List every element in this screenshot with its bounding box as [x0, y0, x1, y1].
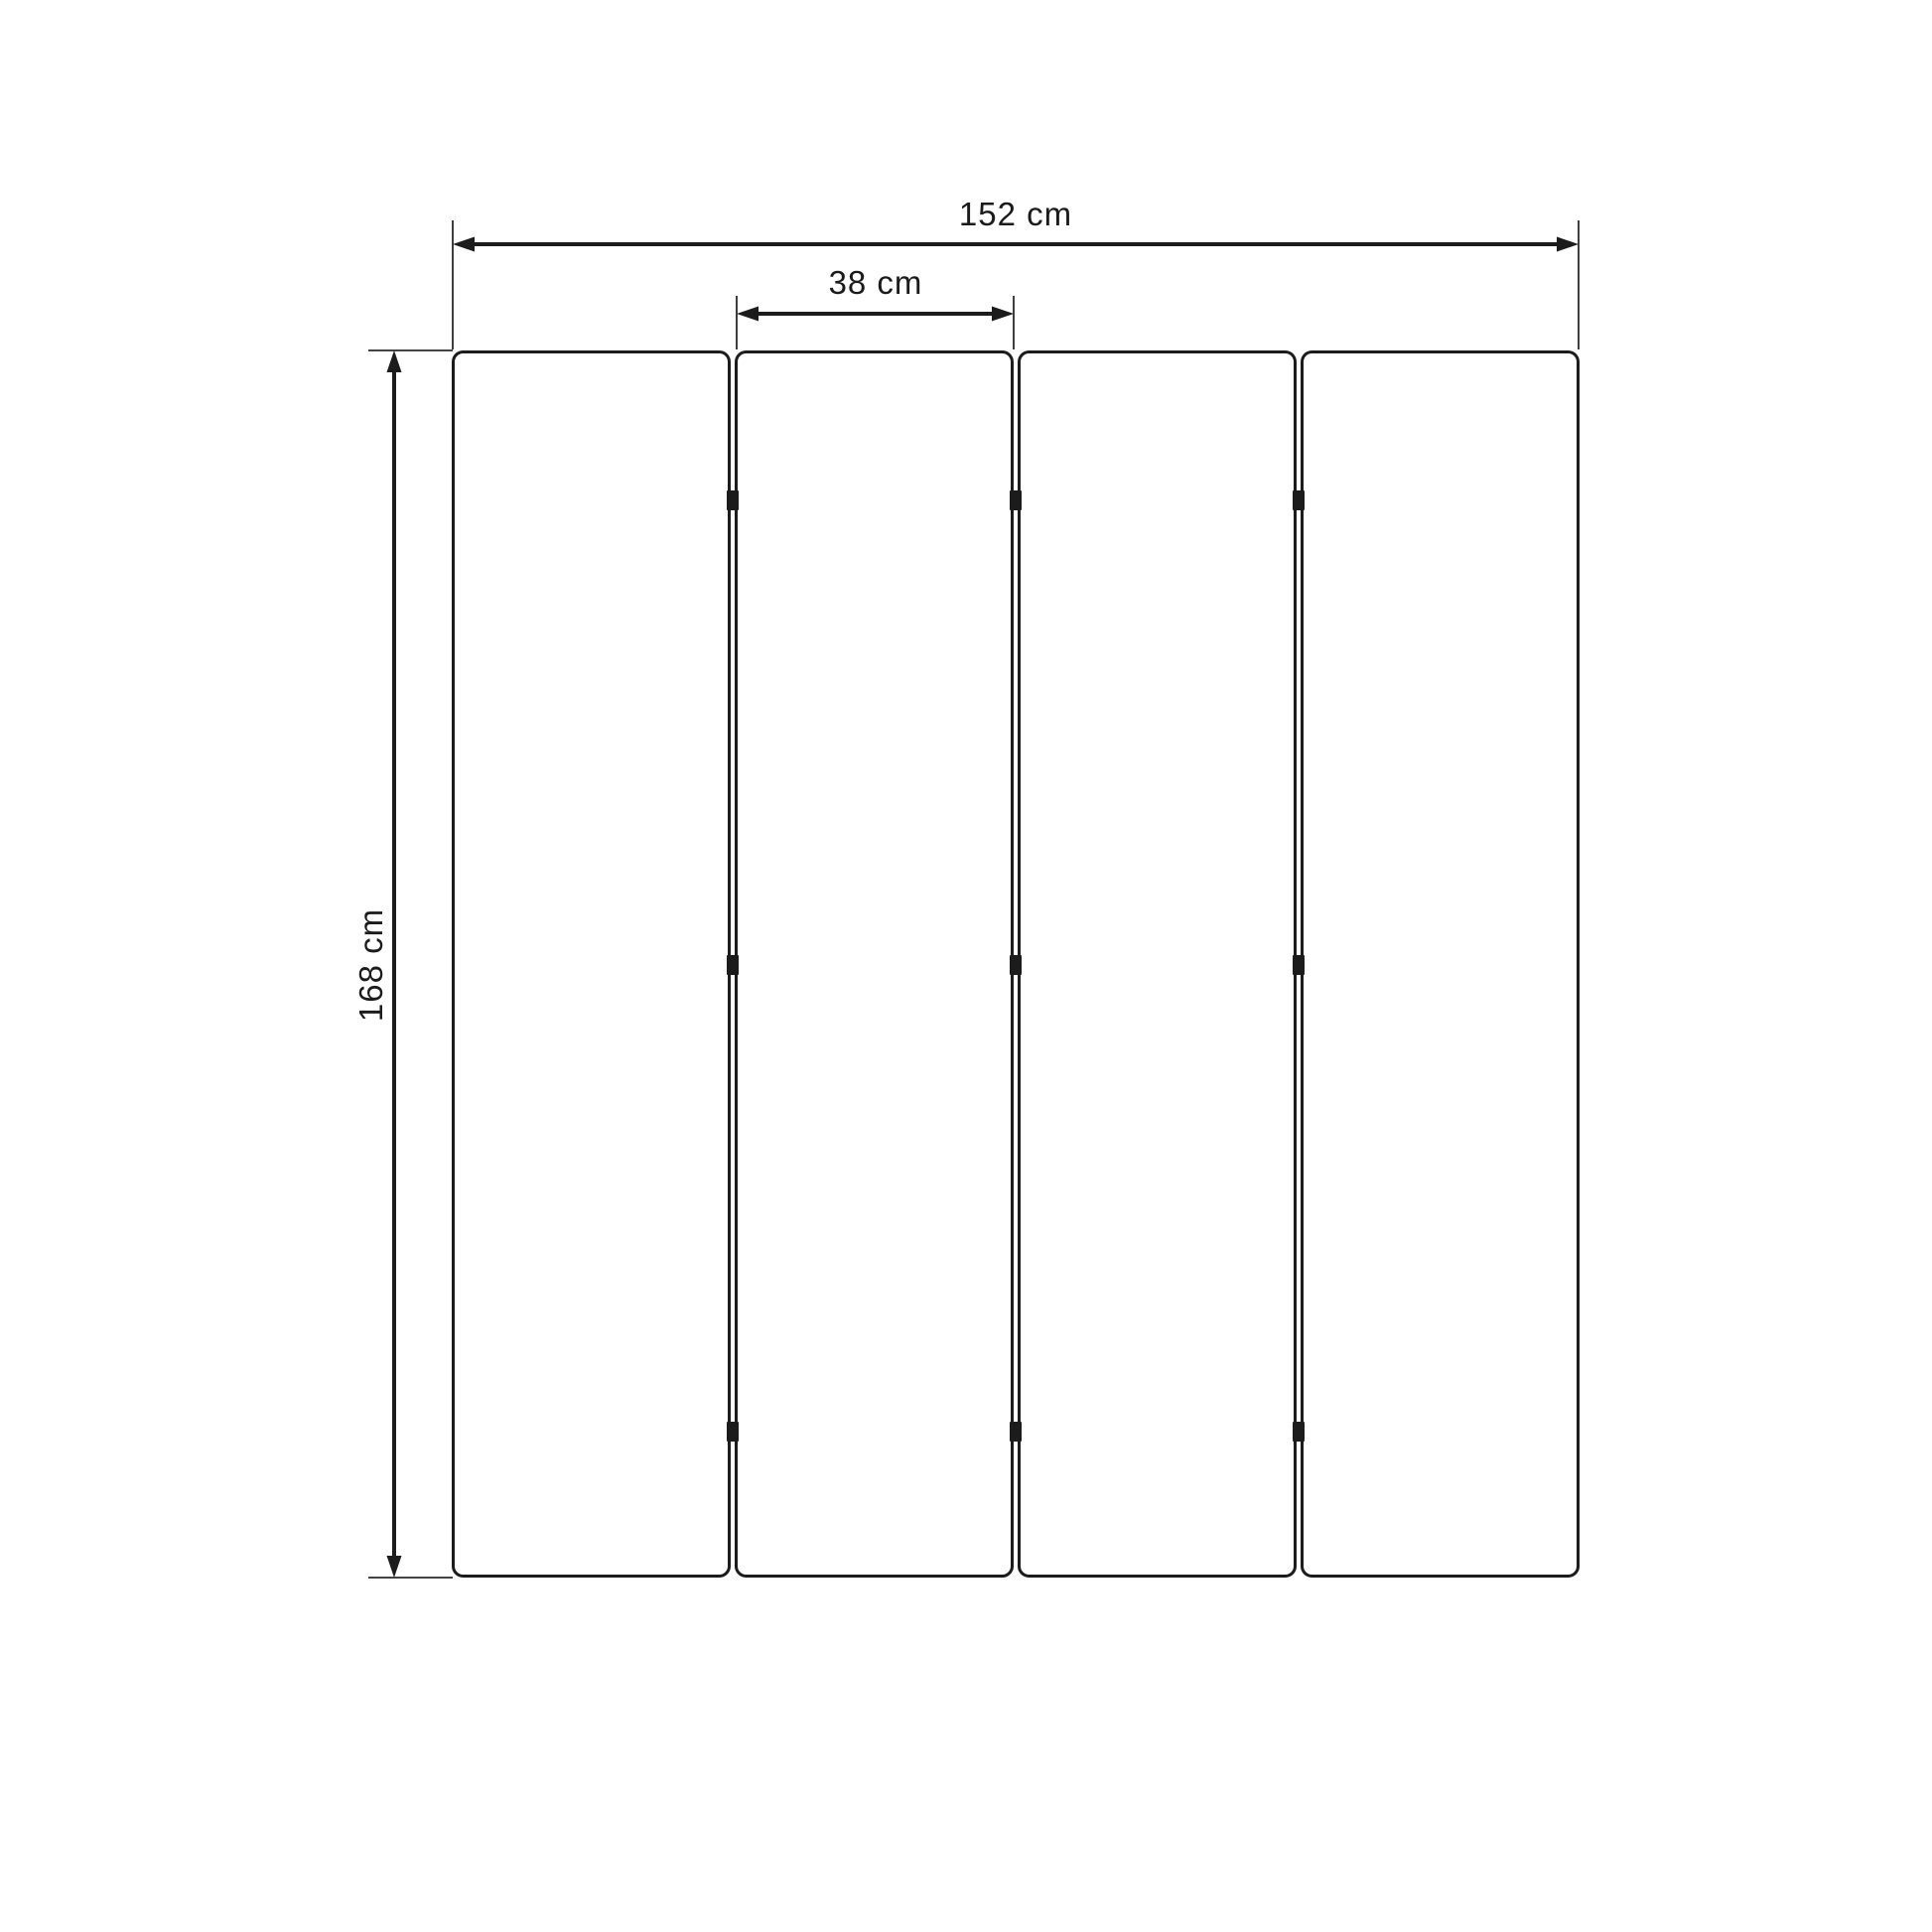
- hinge-gap2-top: [1010, 490, 1022, 510]
- hinge-gap2-middle: [1010, 955, 1022, 975]
- arrow-right-icon: [1557, 237, 1579, 252]
- panel-1: [454, 352, 730, 1577]
- arrow-panel-right-icon: [992, 307, 1014, 322]
- panel-4: [1303, 352, 1579, 1577]
- dimension-height: [352, 350, 453, 1578]
- arrow-panel-left-icon: [737, 307, 759, 322]
- arrow-down-icon: [387, 1556, 402, 1578]
- panel-2: [737, 352, 1013, 1577]
- hinge-gap1-top: [727, 490, 739, 510]
- panel-width-label: 38 cm: [828, 264, 923, 301]
- arrow-left-icon: [453, 237, 475, 252]
- total-width-label: 152 cm: [958, 196, 1073, 232]
- dimension-panel-width: [737, 264, 1014, 349]
- panel-3: [1020, 352, 1296, 1577]
- height-label: 168 cm: [352, 907, 389, 1023]
- hinge-gap3-bottom: [1293, 1422, 1305, 1442]
- hinge-gap1-bottom: [727, 1422, 739, 1442]
- hinge-gap3-top: [1293, 490, 1305, 510]
- hinge-gap3-middle: [1293, 955, 1305, 975]
- hinge-gap1-middle: [727, 955, 739, 975]
- dimension-total-width: [453, 196, 1579, 349]
- hinge-gap2-bottom: [1010, 1422, 1022, 1442]
- arrow-up-icon: [387, 350, 402, 372]
